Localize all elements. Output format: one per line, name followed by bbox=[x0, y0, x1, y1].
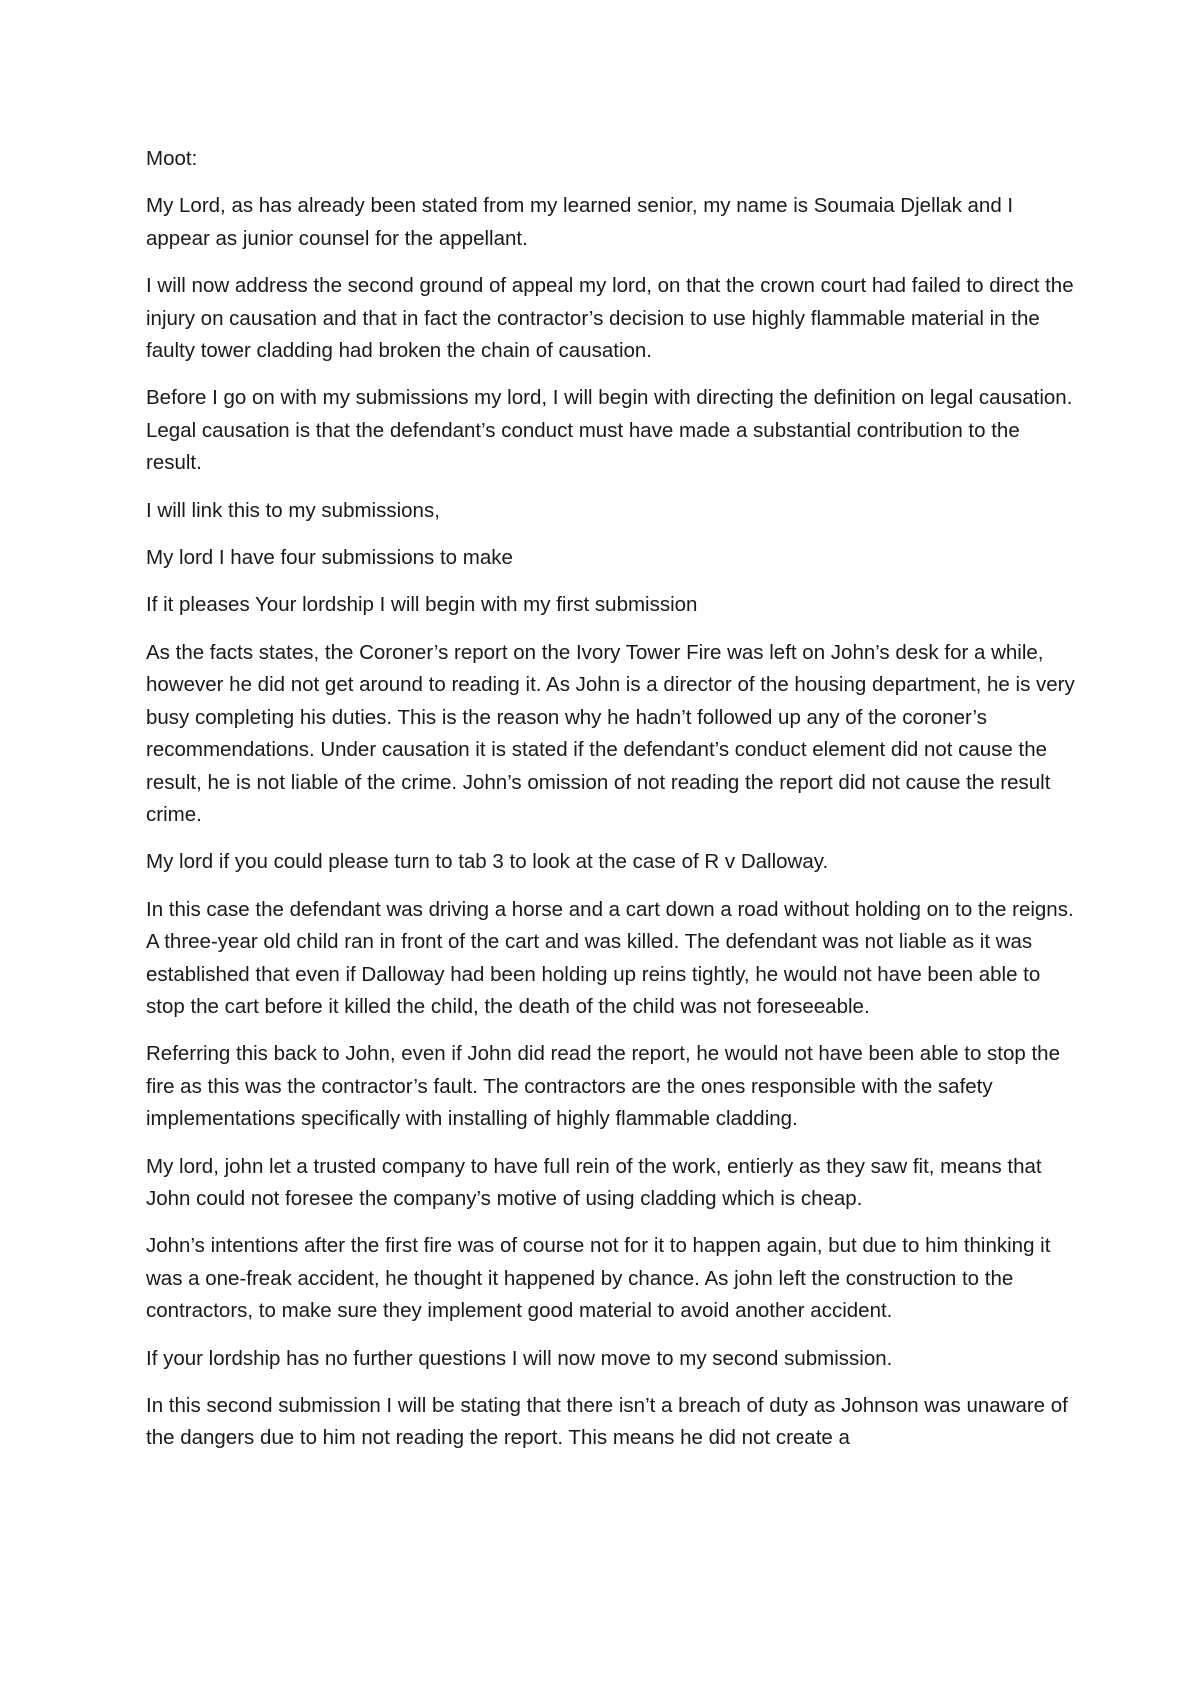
paragraph-trusted-company: My lord, john let a trusted company to have full rein of the work, entierly as they saw fit, means that John could not foresee the company’s motive of using cladding which is cheap. bbox=[146, 1154, 1042, 1210]
document-heading: Moot: bbox=[146, 147, 198, 170]
paragraph-tab-reference: My lord if you could please turn to tab 3 to look at the case of R v Dalloway. bbox=[146, 850, 829, 874]
paragraph-introduction: My Lord, as has already been stated from my learned senior, my name is Soumaia Djellak and I appear as junior counsel for the appellant. bbox=[146, 194, 1014, 250]
paragraph-facts: As the facts states, the Coroner’s report on the Ivory Tower Fire was left on John’s desk for a while, however he did not get around to reading it. As John is a director of the housing department, he is very busy completing his duties. This is the reason why he hadn’t followed up any of the coroner’s recommendations. Under causation it is stated if the defendant’s conduct element did not cause the result, he is not liable of the crime. John’s omission of not reading the report did not cause the result crime. bbox=[146, 640, 1075, 826]
paragraph-legal-causation: Before I go on with my submissions my lord, I will begin with directing the definition on legal causation. Legal causation is that the defendant’s conduct must have made a substantial contribution to the result. bbox=[146, 386, 1073, 475]
paragraph-john-intentions: John’s intentions after the first fire was of course not for it to happen again, but due to him thinking it was a one-freak accident, he thought it happened by chance. As john left the construction to the contractors, to make sure they implement good material to avoid another accident. bbox=[146, 1234, 1051, 1323]
paragraph-link-submissions: I will link this to my submissions, bbox=[146, 498, 440, 522]
paragraph-referring-to-john: Referring this back to John, even if John did read the report, he would not have been able to stop the fire as this was the contractor’s fault. The contractors are the ones responsible with the safety implementations specifically with installing of highly flammable cladding. bbox=[146, 1042, 1060, 1131]
paragraph-move-to-second: If your lordship has no further questions I will now move to my second submission. bbox=[146, 1346, 893, 1370]
paragraph-dalloway-case: In this case the defendant was driving a horse and a cart down a road without holding on to the reigns. A three-year old child ran in front of the cart and was killed. The defendant was not liable as it was established that even if Dalloway had been holding up reins tightly, he would not have been able to stop the cart before it killed the child, the death of the child was not foreseeable. bbox=[146, 897, 1074, 1018]
paragraph-first-submission-intro: If it pleases Your lordship I will begin with my first submission bbox=[146, 593, 698, 617]
paragraph-four-submissions: My lord I have four submissions to make bbox=[146, 546, 513, 570]
paragraph-second-submission: In this second submission I will be stating that there isn’t a breach of duty as Johnson was unaware of the dangers due to him not reading the report. This means he did not create a bbox=[146, 1394, 1068, 1450]
document-body bbox=[146, 143, 1076, 1470]
paragraph-second-ground: I will now address the second ground of appeal my lord, on that the crown court had failed to direct the injury on causation and that in fact the contractor’s decision to use highly flammable material in the faulty tower cladding had broken the chain of causation. bbox=[146, 274, 1074, 363]
